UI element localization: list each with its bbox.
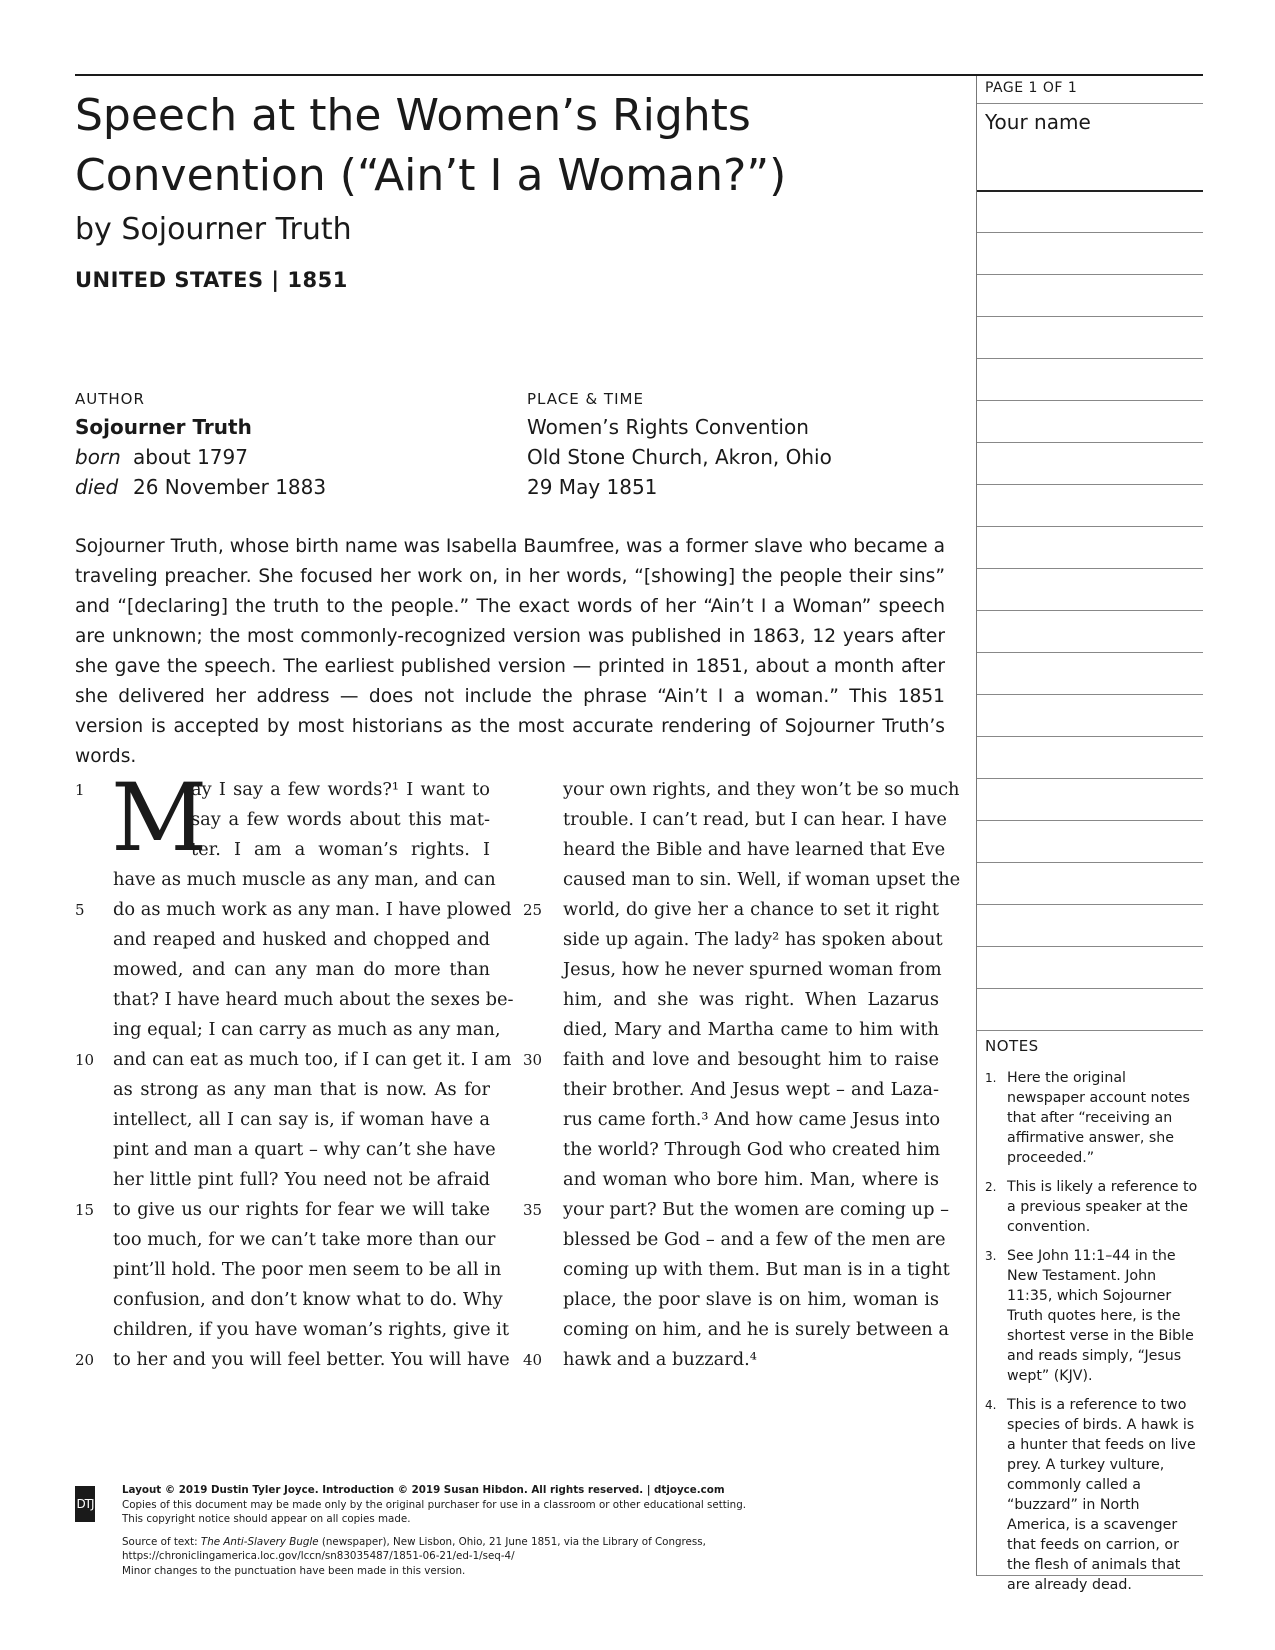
speech-line: to give us our rights for fear we will take [113, 1199, 490, 1220]
writing-line[interactable] [977, 694, 1203, 695]
place-label: PLACE & TIME [527, 390, 644, 408]
note-number: 4. [985, 1398, 997, 1412]
note-number: 3. [985, 1249, 997, 1263]
speech-line: coming up with them. But man is in a tight [563, 1259, 950, 1280]
document-title [75, 86, 975, 206]
dtj-logo: DTJ [75, 1486, 95, 1522]
writing-line[interactable] [977, 736, 1203, 737]
source-note: Minor changes to the punctuation have been made in this version. [122, 1564, 466, 1577]
notes-list [985, 1068, 1200, 1604]
sidebar-divider [976, 76, 977, 1576]
writing-line[interactable] [977, 526, 1203, 527]
died-label: died [75, 475, 119, 499]
note-text: This is a reference to two species of birds. A hawk is a hunter that feeds on live prey. A turkey vulture, commonly called a “buzzard” in North America, is a scavenger that feeds on carrion, or the flesh of animals that are already dead. [1007, 1397, 1196, 1593]
speech-line: Jesus, how he never spurned woman from [563, 959, 942, 980]
speech-line: to her and you will feel better. You will have [113, 1349, 510, 1370]
place-line: 29 May 1851 [527, 475, 658, 499]
writing-line[interactable] [977, 358, 1203, 359]
line-number: 40 [523, 1351, 543, 1369]
speech-line: say a few words about this mat- [191, 809, 490, 830]
speech-line: side up again. The lady² has spoken about [563, 929, 943, 950]
speech-line: that? I have heard much about the sexes be- [113, 989, 514, 1010]
writing-line[interactable] [977, 904, 1203, 905]
speech-line: ing equal; I can carry as much as any man, [113, 1019, 501, 1040]
line-number: 30 [523, 1051, 543, 1069]
speech-line: and reaped and husked and chopped and [113, 929, 490, 950]
writing-line[interactable] [977, 820, 1203, 821]
note-item [985, 1177, 1200, 1237]
writing-line[interactable] [977, 652, 1203, 653]
speech-line: place, the poor slave is on him, woman is [563, 1289, 939, 1310]
line-number: 25 [523, 901, 543, 919]
title-line-1: Speech at the Women’s Rights [75, 90, 751, 141]
footer-copies-line-2: This copyright notice should appear on all copies made. [122, 1513, 411, 1525]
sidebar-rule [977, 103, 1203, 104]
country-year: UNITED STATES | 1851 [75, 268, 348, 292]
note-item [985, 1068, 1200, 1168]
line-number: 5 [75, 901, 85, 919]
writing-line[interactable] [977, 442, 1203, 443]
speech-line: died, Mary and Martha came to him with [563, 1019, 939, 1040]
writing-line[interactable] [977, 568, 1203, 569]
speech-line: trouble. I can’t read, but I can hear. I have [563, 809, 947, 830]
speech-line: blessed be God – and a few of the men are [563, 1229, 946, 1250]
title-line-2: Convention (“Ain’t I a Woman?”) [75, 150, 787, 201]
footer-copies-line-1: Copies of this document may be made only by the original purchaser for use in a classroom or other educational setting. [122, 1498, 747, 1511]
speech-line: your part? But the women are coming up – [563, 1199, 950, 1220]
source-prefix: Source of text: [122, 1535, 201, 1548]
speech-line: intellect, all I can say is, if woman have a [113, 1109, 490, 1130]
writing-line[interactable] [977, 400, 1203, 401]
speech-line: do as much work as any man. I have plowed [113, 899, 512, 920]
author-name: Sojourner Truth [75, 415, 252, 439]
speech-line: hawk and a buzzard.⁴ [563, 1349, 757, 1370]
writing-line[interactable] [977, 778, 1203, 779]
note-item [985, 1246, 1200, 1386]
line-number: 10 [75, 1051, 95, 1069]
speech-line: world, do give her a chance to set it right [563, 899, 939, 920]
writing-line[interactable] [977, 946, 1203, 947]
footer-source [122, 1535, 782, 1550]
notes-label: NOTES [985, 1037, 1039, 1055]
speech-line: faith and love and besought him to raise [563, 1049, 939, 1070]
source-title: The Anti-Slavery Bugle [200, 1535, 319, 1548]
died-value: 26 November 1883 [133, 475, 327, 499]
writing-line[interactable] [977, 274, 1203, 275]
speech-line: ay I say a few words?¹ I want to [191, 779, 490, 800]
byline: by Sojourner Truth [75, 212, 352, 247]
note-number: 2. [985, 1180, 997, 1194]
your-name-label: Your name [985, 110, 1091, 134]
drop-cap: M [111, 764, 208, 873]
speech-line: pint’ll hold. The poor men seem to be all in [113, 1259, 502, 1280]
speech-line: children, if you have woman’s rights, give it [113, 1319, 509, 1340]
place-block [527, 390, 947, 502]
author-block [75, 390, 495, 502]
speech-line: the world? Through God who created him [563, 1139, 941, 1160]
note-text: Here the original newspaper account notes that after “receiving an affirmative answer, she proceeded.” [1007, 1070, 1190, 1166]
place-line: Old Stone Church, Akron, Ohio [527, 445, 832, 469]
speech-line: coming on him, and he is surely between a [563, 1319, 949, 1340]
note-item [985, 1395, 1200, 1595]
speech-line: caused man to sin. Well, if woman upset the [563, 869, 961, 890]
writing-line[interactable] [977, 484, 1203, 485]
died-row [75, 472, 495, 502]
author-label: AUTHOR [75, 390, 145, 408]
speech-line: heard the Bible and have learned that Eve [563, 839, 946, 860]
speech-line: as strong as any man that is now. As for [113, 1079, 490, 1100]
writing-line[interactable] [977, 1030, 1203, 1031]
name-field-rule[interactable] [977, 190, 1203, 192]
writing-line[interactable] [977, 610, 1203, 611]
writing-line[interactable] [977, 988, 1203, 989]
speech-line: ter. I am a woman’s rights. I [191, 839, 490, 860]
notes-bottom-rule [977, 1575, 1203, 1576]
line-number: 15 [75, 1201, 95, 1219]
source-url[interactable]: https://chroniclingamerica.loc.gov/lccn/sn83035487/1851-06-21/ed-1/seq-4/ [122, 1550, 515, 1562]
introduction: Sojourner Truth, whose birth name was Isabella Baumfree, was a former slave who became a traveling preacher. She focused her work on, in her words, “[showing] the people their sins” and “[declaring] the truth to the people.” The exact words of her “Ain’t I a Woman” speech are unknown; the most commonly-recognized version was published in 1863, 12 years after she gave the speech. The earliest published version — printed in 1851, about a month after she delivered her address — does not include the phrase “Ain’t I a woman.” This 1851 version is accepted by most historians as the most accurate rendering of Sojourner Truth’s words. [75, 536, 945, 767]
speech-line: too much, for we can’t take more than our [113, 1229, 496, 1250]
speech-line: and woman who bore him. Man, where is [563, 1169, 939, 1190]
note-text: This is likely a reference to a previous speaker at the convention. [1007, 1179, 1198, 1235]
speech-line: and can eat as much too, if I can get it. I am [113, 1049, 512, 1070]
speech-line: confusion, and don’t know what to do. Why [113, 1289, 503, 1310]
footer-copyright: Layout © 2019 Dustin Tyler Joyce. Introduction © 2019 Susan Hibdon. All rights reserved. | dtjoyce.com [122, 1484, 725, 1496]
line-number: 35 [523, 1201, 543, 1219]
speech-line: rus came forth.³ And how came Jesus into [563, 1109, 941, 1130]
line-number: 1 [75, 781, 85, 799]
speech-line: him, and she was right. When Lazarus [563, 989, 939, 1010]
footer [122, 1483, 782, 1578]
born-row [75, 442, 495, 472]
speech-column-2 [563, 775, 961, 1375]
top-rule [75, 74, 1203, 76]
speech-line: her little pint full? You need not be afraid [113, 1169, 490, 1190]
writing-line[interactable] [977, 232, 1203, 233]
writing-line[interactable] [977, 316, 1203, 317]
note-text: See John 11:1–44 in the New Testament. John 11:35, which Sojourner Truth quotes here, is the shortest verse in the Bible and reads simply, “Jesus wept” (KJV). [1007, 1248, 1194, 1384]
page-number: PAGE 1 OF 1 [985, 80, 1078, 96]
speech-line: pint and man a quart – why can’t she have [113, 1139, 496, 1160]
speech-line: their brother. And Jesus wept – and Laza- [563, 1079, 939, 1100]
note-number: 1. [985, 1071, 997, 1085]
speech-line: mowed, and can any man do more than [113, 959, 490, 980]
born-label: born [75, 445, 121, 469]
speech-line: your own rights, and they won’t be so much [563, 779, 960, 800]
source-rest: (newspaper), New Lisbon, Ohio, 21 June 1851, via the Library of Congress, [318, 1535, 706, 1548]
writing-line[interactable] [977, 862, 1203, 863]
speech-line: have as much muscle as any man, and can [113, 869, 496, 890]
speech-column-1 [113, 775, 514, 1375]
born-value: about 1797 [133, 445, 248, 469]
place-line: Women’s Rights Convention [527, 415, 809, 439]
line-number: 20 [75, 1351, 95, 1369]
